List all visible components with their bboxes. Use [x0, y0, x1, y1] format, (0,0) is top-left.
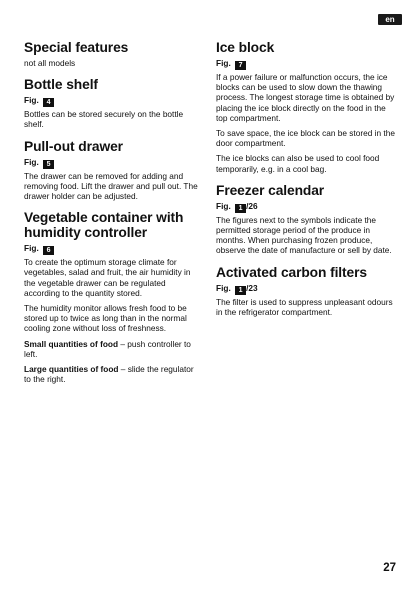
bottle-shelf-section	[24, 77, 202, 129]
large-quantities-rest: – slide the regulator to the right.	[24, 364, 194, 385]
figure-label: Fig.	[24, 243, 39, 254]
figure-label: Fig.	[216, 282, 231, 293]
figure-label: Fig.	[216, 200, 231, 211]
pull-out-drawer-text: The drawer can be removed for adding and removing food. Lift the drawer and pull out. The drawer holder can be adjusted.	[24, 170, 198, 202]
figure-number-badge: 7	[235, 61, 246, 70]
figure-reference	[24, 243, 202, 255]
pull-out-drawer-heading: Pull-out drawer	[24, 138, 123, 154]
ice-block-text-2: To save space, the ice block can be stored in the door compartment.	[216, 128, 395, 149]
figure-number-badge: 1	[235, 204, 246, 213]
special-features-intro: not all models	[24, 58, 76, 68]
figure-reference	[24, 95, 202, 107]
left-column	[24, 40, 202, 393]
carbon-filters-heading: Activated carbon filters	[216, 264, 367, 280]
freezer-calendar-section	[216, 183, 398, 256]
vegetable-container-text-2: The humidity monitor allows fresh food to be stored up to twice as long than in the normal cooling zone without loss of freshness.	[24, 303, 187, 334]
carbon-filters-text: The filter is used to suppress unpleasant odours in the refrigerator compartment.	[216, 296, 393, 317]
figure-number-badge: 6	[43, 246, 54, 255]
ice-block-section	[216, 40, 398, 174]
figure-reference	[216, 58, 398, 70]
figure-reference	[216, 201, 398, 213]
figure-label: Fig.	[216, 58, 231, 68]
figure-suffix: /26	[246, 200, 258, 211]
small-quantities-rest: – push controller to left.	[24, 338, 191, 359]
right-column	[216, 40, 398, 326]
large-quantities-lead: Large quantities of food	[24, 364, 119, 375]
small-quantities-lead: Small quantities of food	[24, 338, 119, 349]
page-number: 27	[383, 562, 396, 574]
language-badge: en	[378, 14, 402, 25]
pull-out-drawer-section	[24, 139, 202, 202]
figure-reference	[216, 283, 398, 295]
figure-label: Fig.	[24, 95, 39, 106]
vegetable-container-section	[24, 210, 202, 384]
freezer-calendar-heading: Freezer calendar	[216, 182, 325, 198]
figure-reference	[24, 157, 202, 169]
figure-number-badge: 1	[235, 286, 246, 295]
ice-block-text-3: The ice blocks can also be used to cool food temporarily, e.g. in a cool bag.	[216, 153, 380, 174]
large-quantities-text	[24, 364, 202, 384]
special-features-heading: Special features	[24, 40, 129, 55]
small-quantities-text	[24, 339, 202, 359]
bottle-shelf-heading: Bottle shelf	[24, 77, 98, 93]
figure-number-badge: 4	[43, 98, 54, 107]
special-features-section	[24, 40, 202, 68]
figure-number-badge: 5	[43, 160, 54, 169]
vegetable-container-text-1: To create the optimum storage climate for vegetables, salad and fruit, the air humidity in the vegetable drawer can be regulated according to the quantity stored.	[24, 257, 191, 298]
figure-label: Fig.	[24, 156, 39, 167]
figure-suffix: /23	[246, 282, 258, 293]
carbon-filters-section	[216, 265, 398, 317]
ice-block-text-1: If a power failure or malfunction occurs, the ice blocks can be used to slow down the thawing process. The longest storage time is obtained by placing the ice block directly on the food in the top compartment.	[216, 72, 395, 123]
ice-block-heading: Ice block	[216, 40, 275, 55]
vegetable-container-heading: Vegetable container with humidity controller	[24, 210, 184, 241]
bottle-shelf-text: Bottles can be stored securely on the bottle shelf.	[24, 109, 184, 130]
freezer-calendar-text: The figures next to the symbols indicate the permitted storage period of the produce in months. When purchasing frozen produce, observe the date of manufacture or sell by date.	[216, 214, 392, 256]
